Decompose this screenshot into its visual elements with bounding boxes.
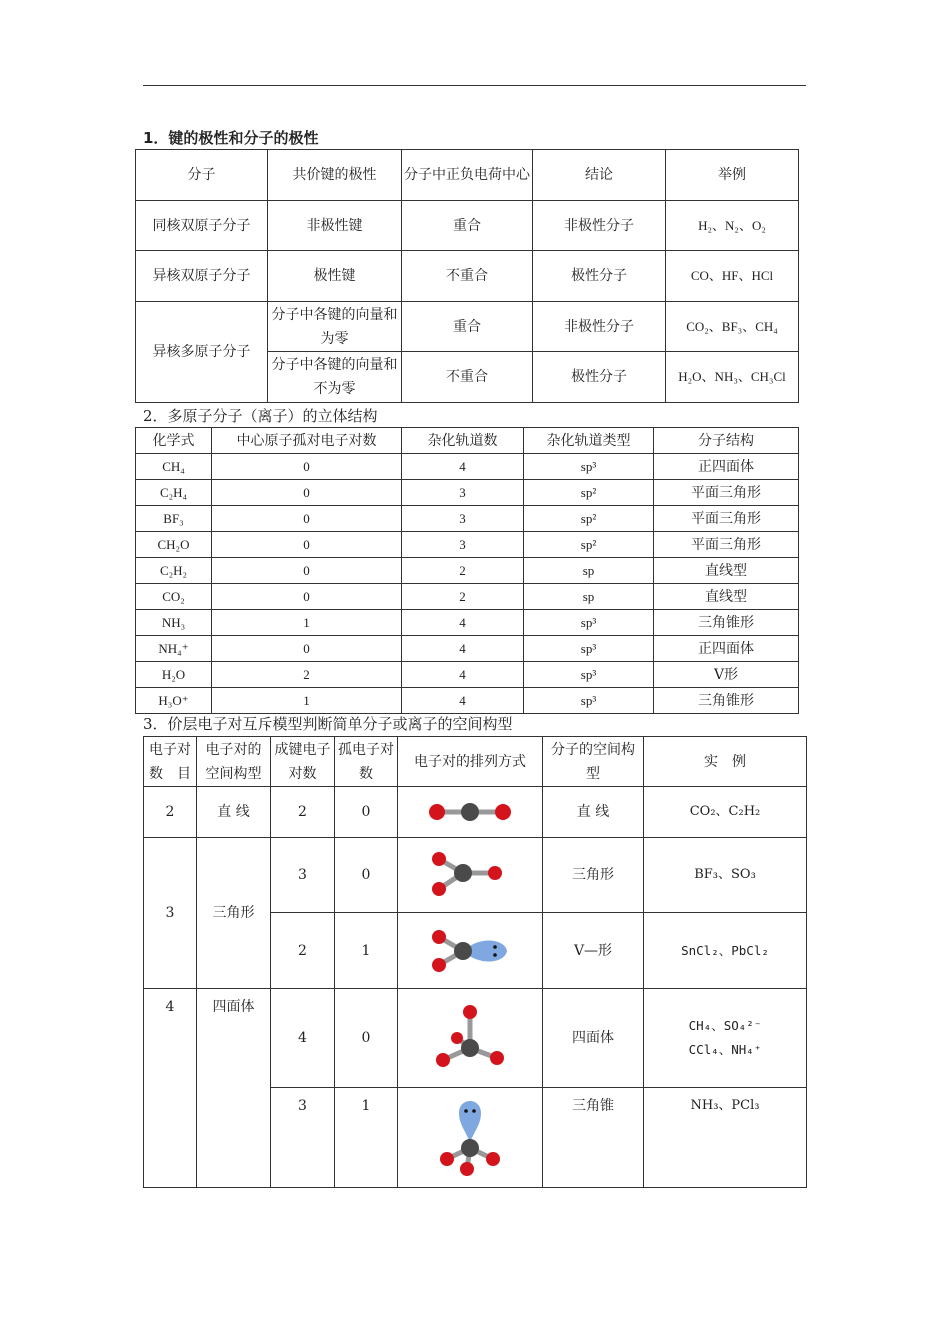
cell: NH₃、PCl₃ xyxy=(644,1088,807,1188)
cell: V—形 xyxy=(543,913,644,989)
header-molecule: 分子 xyxy=(136,150,268,201)
cell: 极性分子 xyxy=(533,352,666,403)
cell: 非极性键 xyxy=(268,201,402,251)
header-orbital-count: 杂化轨道数 xyxy=(402,428,524,454)
cell: 2 xyxy=(271,787,335,838)
cell: CO₂、BF₃、CH₄ xyxy=(666,302,799,352)
cell: 0 xyxy=(212,454,402,480)
cell: 非极性分子 xyxy=(533,201,666,251)
header-pair-count: 电子对数 目 xyxy=(144,737,197,787)
examples-line-1: CH₄、SO₄²⁻ xyxy=(688,1018,762,1033)
cell: sp xyxy=(524,558,654,584)
cell: CO、HF、HCl xyxy=(666,251,799,302)
cell: 4 xyxy=(402,610,524,636)
header-orbital-type: 杂化轨道类型 xyxy=(524,428,654,454)
linear-molecule-icon xyxy=(398,787,543,838)
tetrahedral-molecule-icon xyxy=(398,989,543,1088)
cell: 0 xyxy=(335,787,398,838)
cell: 4 xyxy=(402,688,524,714)
header-examples: 实 例 xyxy=(644,737,807,787)
cell: 2 xyxy=(271,913,335,989)
cell: 0 xyxy=(335,838,398,913)
cell: SnCl₂、PbCl₂ xyxy=(644,913,807,989)
cell: 分子中各键的向量和为零 xyxy=(268,302,402,352)
cell: 1 xyxy=(335,1088,398,1188)
cell: 四面体 xyxy=(543,989,644,1088)
cell: BF₃、SO₃ xyxy=(644,838,807,913)
cell: 不重合 xyxy=(402,352,533,403)
cell: NH₄⁺ xyxy=(136,636,212,662)
header-bonding-pairs: 成键电子对数 xyxy=(271,737,335,787)
cell: 2 xyxy=(212,662,402,688)
polarity-table xyxy=(135,149,799,403)
table-row xyxy=(136,201,799,251)
cell: 平面三角形 xyxy=(654,480,799,506)
cell: 1 xyxy=(335,913,398,989)
cell: H₂、N₂、O₂ xyxy=(666,201,799,251)
cell: 平面三角形 xyxy=(654,506,799,532)
table-row xyxy=(144,787,807,838)
section1-title: 1．键的极性和分子的极性 xyxy=(143,129,319,147)
table-row xyxy=(144,838,807,913)
table-row xyxy=(136,302,799,352)
cell: CH₂O xyxy=(136,532,212,558)
cell: 0 xyxy=(212,558,402,584)
cell: V形 xyxy=(654,662,799,688)
cell: 分子中各键的向量和不为零 xyxy=(268,352,402,403)
cell: 4 xyxy=(402,454,524,480)
header-formula: 化学式 xyxy=(136,428,212,454)
cell: 3 xyxy=(402,532,524,558)
cell: CO₂、C₂H₂ xyxy=(644,787,807,838)
header-molecular-geometry: 分子的空间构型 xyxy=(543,737,644,787)
trigonal-pyramidal-molecule-icon xyxy=(398,1088,543,1188)
header-structure: 分子结构 xyxy=(654,428,799,454)
cell: 三角锥 xyxy=(543,1088,644,1188)
table-row xyxy=(136,662,799,688)
cell: 直线型 xyxy=(654,584,799,610)
cell: 三角形 xyxy=(197,838,271,989)
cell: 3 xyxy=(271,838,335,913)
cell: 异核双原子分子 xyxy=(136,251,268,302)
cell: C₂H₂ xyxy=(136,558,212,584)
cell: 平面三角形 xyxy=(654,532,799,558)
cell: 不重合 xyxy=(402,251,533,302)
header-rule xyxy=(143,85,806,86)
cell: 4 xyxy=(402,662,524,688)
cell: sp³ xyxy=(524,636,654,662)
cell: 异核多原子分子 xyxy=(136,302,268,403)
cell: 0 xyxy=(212,480,402,506)
cell: 0 xyxy=(212,584,402,610)
table-row xyxy=(136,636,799,662)
cell: 三角锥形 xyxy=(654,610,799,636)
cell: 4 xyxy=(271,989,335,1088)
cell: NH₃ xyxy=(136,610,212,636)
table-row xyxy=(136,558,799,584)
cell: 正四面体 xyxy=(654,636,799,662)
cell: 0 xyxy=(212,636,402,662)
cell: 三角锥形 xyxy=(654,688,799,714)
cell: sp² xyxy=(524,506,654,532)
cell: C₂H₄ xyxy=(136,480,212,506)
cell: BF₃ xyxy=(136,506,212,532)
trigonal-planar-molecule-icon xyxy=(398,838,543,913)
cell: 正四面体 xyxy=(654,454,799,480)
cell: sp³ xyxy=(524,454,654,480)
cell: 0 xyxy=(212,506,402,532)
cell: 1 xyxy=(212,610,402,636)
header-pair-geometry: 电子对的空间构型 xyxy=(197,737,271,787)
cell: 三角形 xyxy=(543,838,644,913)
cell: CH₄ xyxy=(136,454,212,480)
examples-line-2: CCl₄、NH₄⁺ xyxy=(688,1042,762,1057)
table-row xyxy=(136,506,799,532)
cell: H₃O⁺ xyxy=(136,688,212,714)
cell: 2 xyxy=(402,584,524,610)
cell: 2 xyxy=(402,558,524,584)
table-row xyxy=(136,454,799,480)
cell: sp³ xyxy=(524,688,654,714)
cell: 3 xyxy=(271,1088,335,1188)
cell: 重合 xyxy=(402,201,533,251)
hybridization-table xyxy=(135,427,799,714)
table-row xyxy=(136,251,799,302)
bent-molecule-icon xyxy=(398,913,543,989)
table-row xyxy=(136,532,799,558)
table-row xyxy=(136,610,799,636)
table-row xyxy=(144,989,807,1088)
cell xyxy=(644,989,807,1088)
header-charge-center: 分子中正负电荷中心 xyxy=(402,150,533,201)
cell: sp³ xyxy=(524,610,654,636)
cell: 极性分子 xyxy=(533,251,666,302)
cell: 4 xyxy=(144,989,197,1188)
cell: 1 xyxy=(212,688,402,714)
cell: CO₂ xyxy=(136,584,212,610)
header-conclusion: 结论 xyxy=(533,150,666,201)
section2-title: 2．多原子分子（离子）的立体结构 xyxy=(143,407,378,425)
cell: 直 线 xyxy=(197,787,271,838)
vsepr-table xyxy=(143,736,807,1188)
cell: 直 线 xyxy=(543,787,644,838)
cell: 3 xyxy=(402,506,524,532)
cell: H₂O xyxy=(136,662,212,688)
cell: 重合 xyxy=(402,302,533,352)
cell: 同核双原子分子 xyxy=(136,201,268,251)
cell: sp² xyxy=(524,532,654,558)
cell: 四面体 xyxy=(197,989,271,1188)
cell: 4 xyxy=(402,636,524,662)
cell: 0 xyxy=(335,989,398,1088)
cell: 非极性分子 xyxy=(533,302,666,352)
header-lone-pairs: 中心原子孤对电子对数 xyxy=(212,428,402,454)
cell: 极性键 xyxy=(268,251,402,302)
cell: 0 xyxy=(212,532,402,558)
cell: H₂O、NH₃、CH₃Cl xyxy=(666,352,799,403)
table-row xyxy=(136,480,799,506)
cell: 2 xyxy=(144,787,197,838)
cell: sp³ xyxy=(524,662,654,688)
cell: sp xyxy=(524,584,654,610)
cell: 3 xyxy=(402,480,524,506)
header-arrangement: 电子对的排列方式 xyxy=(398,737,543,787)
cell: 直线型 xyxy=(654,558,799,584)
header-bond-polarity: 共价键的极性 xyxy=(268,150,402,201)
cell: sp² xyxy=(524,480,654,506)
cell: 3 xyxy=(144,838,197,989)
table-row xyxy=(136,688,799,714)
section3-title: 3．价层电子对互斥模型判断简单分子或离子的空间构型 xyxy=(143,715,513,733)
table-row xyxy=(136,584,799,610)
header-lone-pairs: 孤电子对 数 xyxy=(335,737,398,787)
header-examples: 举例 xyxy=(666,150,799,201)
